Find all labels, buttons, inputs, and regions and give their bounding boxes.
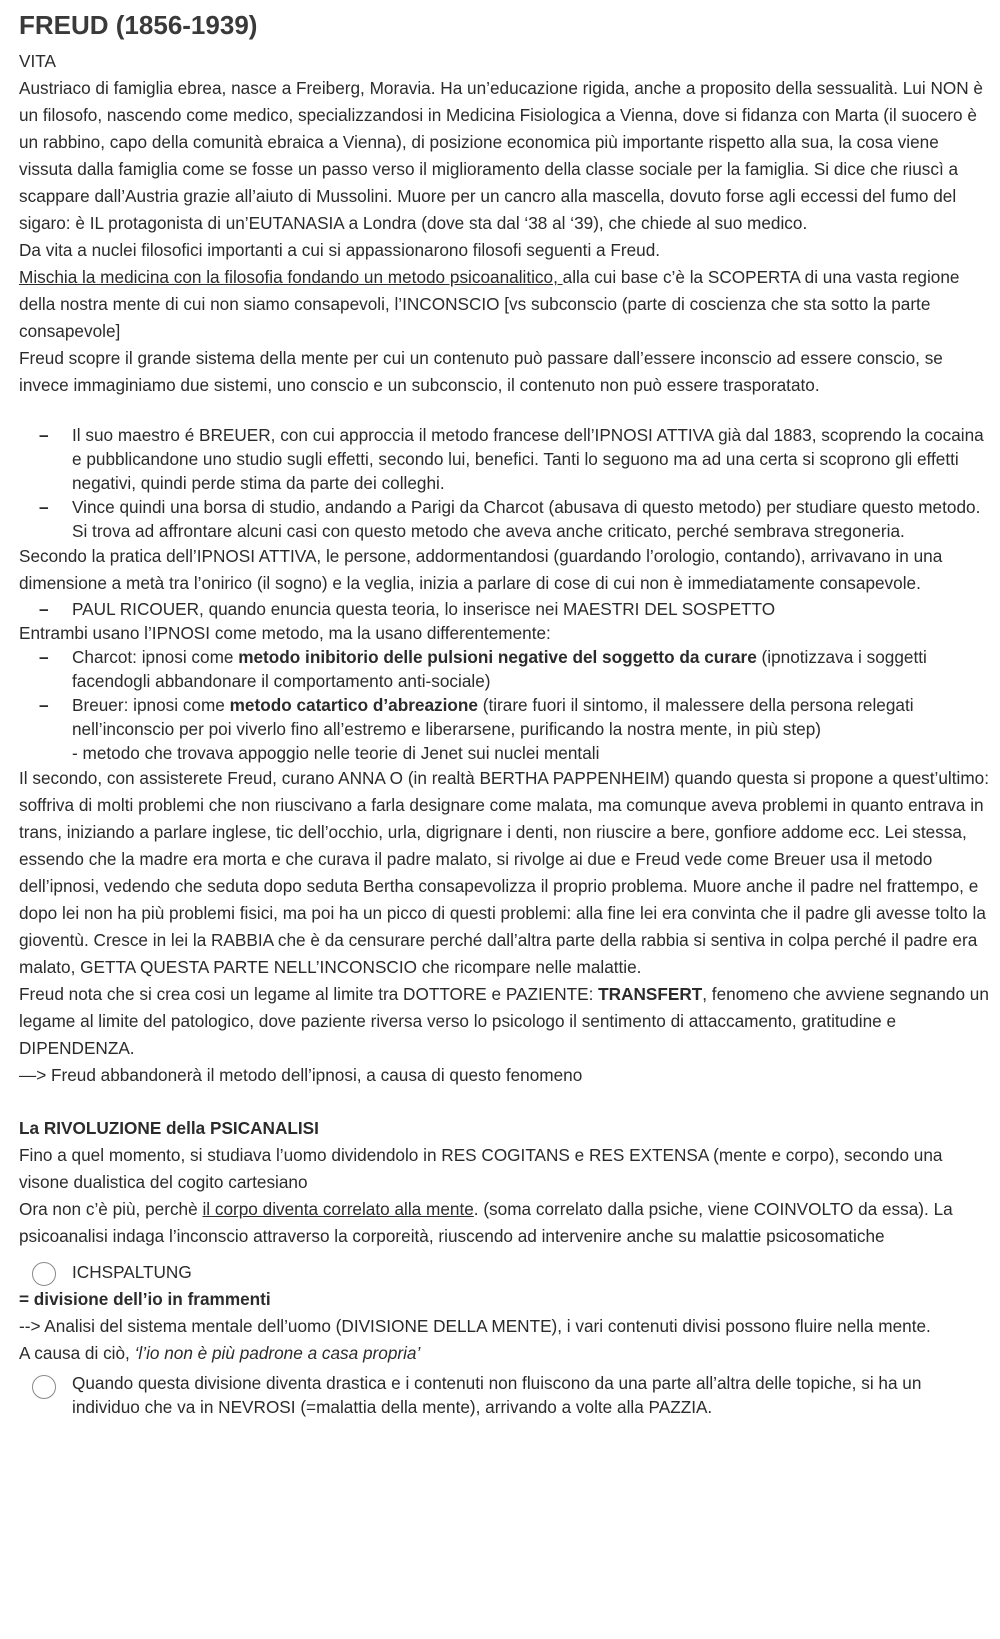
dash-bullet-icon: – xyxy=(39,647,49,667)
list-item-charcot xyxy=(19,645,989,693)
underlined-text: Mischia la medicina con la filosofia fondando un metodo psicoanalitico, xyxy=(19,267,563,287)
circle-bullet-icon xyxy=(32,1262,56,1286)
rivoluzione-paragraph-2 xyxy=(19,1196,989,1250)
entrambi-line: Entrambi usano l’IPNOSI come metodo, ma la usano differentemente: xyxy=(19,623,551,643)
bullet-text: Quando questa divisione diventa drastica e i contenuti non fluiscono da una parte all’altra delle topiche, si ha un individuo che va in NEVROSI (=malattia della mente), arrivando a volte alla PAZZIA. xyxy=(72,1373,922,1417)
anna-o-paragraph: Il secondo, con assisterete Freud, curano ANNA O (in realtà BERTHA PAPPENHEIM) quando questa si propone a quest’ultimo: soffriva di molti problemi che non riuscivano a farla designare come malata, ma comunque aveva problemi in quanto entrava in trans, iniziando a parlare inglese, tic dell’occhio, urla, digrignare i denti, non riuscire a bere, gonfiore addome ecc. Lei stessa, essendo che la madre era morta e che curava il padre malato, si rivolge ai due e Freud vede come Breuer usa il metodo dell’ipnosi, vedendo che seduta dopo seduta Bertha consapevolizza il proprio problema. Muore anche il padre nel frattempo, e dopo lei non ha più problemi fisici, ma poi ha un picco di questi problemi: alla fine lei era convinta che il padre gli avesse tolto la gioventù. Cresce in lei la RABBIA che è da censurare perché dall’altra parte della rabbia si sentiva in colpa perché il padre era malato, GETTA QUESTA PARTE NELL’INCONSCIO che ricompare nelle malattie. xyxy=(19,768,989,977)
dash-bullet-icon: – xyxy=(39,695,49,715)
bold-text: metodo catartico d’abreazione xyxy=(229,695,478,715)
italic-quote: ‘l’io non è più padrone a casa propria’ xyxy=(134,1343,421,1363)
vita-paragraph-2: Da vita a nuclei filosofici importanti a cui si appassionarono filosofi seguenti a Freud. xyxy=(19,240,661,260)
list-item xyxy=(19,495,989,543)
spacer xyxy=(19,1089,989,1115)
vita-paragraph-4: Freud scopre il grande sistema della mente per cui un contenuto può passare dall’essere inconscio ad essere conscio, se invece immaginiamo due sistemi, uno conscio e un subconscio, il contenuto non può essere trasporatato. xyxy=(19,348,943,395)
vita-paragraph-1: Austriaco di famiglia ebrea, nasce a Freiberg, Moravia. Ha un’educazione rigida, anche a proposito della sessualità. Lui NON è un filosofo, nascendo come medico, specializzandosi in Medicina Fisiologica a Vienna, dove si fidanza con Marta (il suocero è un rabbino, capo della comunità ebraica a Vienna), di posizione economica più importante rispetto alla sua, la cosa viene vissuta dalla famiglia come se fosse un passo verso il miglioramento della classe sociale per la famiglia. Si dice che riuscì a scappare dall’Austria grazie all’aiuto di Mussolini. Muore per un cancro alla mascella, dovuto forse agli eccessi del fumo del sigaro: è IL protagonista di un’EUTANASIA a Londra (dove sta dal ‘38 al ‘39), che chiede al suo medico. xyxy=(19,78,983,233)
causa-line xyxy=(19,1340,989,1367)
bold-text: metodo inibitorio delle pulsioni negative del soggetto da curare xyxy=(238,647,757,667)
ipnosi-paragraph: Secondo la pratica dell’IPNOSI ATTIVA, le persone, addormentandosi (guardando l’orologio, contando), arrivavano in una dimensione a metà tra l’onirico (il sogno) e la veglia, inizia a parlare di cose di cui non è immediatamente consapevole. xyxy=(19,546,943,593)
paragraph-text: alla cui base c’è la SCOPERTA di una vasta regione della nostra mente di cui non siamo consapevoli, l’INCONSCIO [vs subconscio (parte di coscienza che sta sotto la parte consapevole] xyxy=(19,267,960,341)
bullet-subtext: - metodo che trovava appoggio nelle teorie di Jenet sui nuclei mentali xyxy=(72,743,600,763)
paragraph-text: Ora non c’è più, perchè xyxy=(19,1199,203,1219)
circle-bullet-icon xyxy=(32,1375,56,1399)
spacer xyxy=(19,399,989,423)
vita-heading: VITA xyxy=(19,51,56,71)
paragraph-text: . (soma correlato dalla psiche, viene COINVOLTO da essa). La psicoanalisi indaga l’inconscio attraverso la corporeità, riuscendo ad intervenire anche su malattie psicosomatiche xyxy=(19,1199,953,1246)
paragraph-text: A causa di ciò, xyxy=(19,1343,135,1363)
page-title: FREUD (1856-1939) xyxy=(19,10,258,40)
list-item-nevrosi xyxy=(19,1371,989,1419)
dash-bullet-icon: – xyxy=(39,425,49,445)
ichspaltung-definition xyxy=(19,1286,989,1313)
underlined-text: il corpo diventa correlato alla mente xyxy=(202,1199,474,1219)
dash-bullet-icon: – xyxy=(39,599,49,619)
bullet-text: Charcot: ipnosi come xyxy=(72,647,239,667)
transfert-paragraph xyxy=(19,981,989,1062)
bullet-text: Vince quindi una borsa di studio, andando a Parigi da Charcot (abusava di questo metodo) per studiare questo metodo. Si trova ad affrontare alcuni casi con questo metodo che aveva anche criticato, perché sembrava stregoneria. xyxy=(72,497,981,541)
document xyxy=(19,8,989,1419)
paragraph-text: , fenomeno che avviene segnando un legame al limite del patologico, dove paziente riversa verso lo psicologo il sentimento di attaccamento, gratitudine e DIPENDENZA. xyxy=(19,984,989,1058)
bold-text: = divisione dell’io in frammenti xyxy=(19,1289,271,1309)
bullet-text: ICHSPALTUNG xyxy=(72,1262,192,1282)
section-heading: La RIVOLUZIONE della PSICANALISI xyxy=(19,1118,319,1138)
paragraph-text: Freud nota che si crea cosi un legame al limite tra DOTTORE e PAZIENTE: xyxy=(19,984,599,1004)
list-item xyxy=(19,423,989,495)
list-item-ichspaltung xyxy=(19,1258,989,1286)
bullet-text: (tirare fuori il sintomo, il malessere della persona relegati nell’inconscio per poi viverlo fino all’estremo e liberarsene, purificando la nostra mente, in più step) xyxy=(72,695,914,739)
dash-bullet-icon: – xyxy=(39,497,49,517)
bullet-text: (ipnotizzava i soggetti facendogli abbandonare il comportamento anti-sociale) xyxy=(72,647,927,691)
list-item-breuer xyxy=(19,693,989,765)
rivoluzione-paragraph-1: Fino a quel momento, si studiava l’uomo dividendolo in RES COGITANS e RES EXTENSA (mente e corpo), secondo una visone dualistica del cogito cartesiano xyxy=(19,1145,943,1192)
bold-text: TRANSFERT xyxy=(598,984,703,1004)
ichspaltung-analysis: --> Analisi del sistema mentale dell’uomo (DIVISIONE DELLA MENTE), i vari contenuti divisi possono fluire nella mente. xyxy=(19,1316,931,1336)
bullet-text: Il suo maestro é BREUER, con cui approccia il metodo francese dell’IPNOSI ATTIVA già dal 1883, scoprendo la cocaina e pubblicandone uno studio sugli effetti, secondo lui, benefici. Tanti lo seguono ma ad una certa si scoprono gli effetti negativi, quindi perde stima da parte dei colleghi. xyxy=(72,425,984,493)
bullet-text: PAUL RICOUER, quando enuncia questa teoria, lo inserisce nei MAESTRI DEL SOSPETTO xyxy=(72,599,776,619)
arrow-line: —> Freud abbandonerà il metodo dell’ipnosi, a causa di questo fenomeno xyxy=(19,1065,583,1085)
bullet-text: Breuer: ipnosi come xyxy=(72,695,230,715)
list-item xyxy=(19,597,989,621)
vita-paragraph-3 xyxy=(19,264,989,345)
